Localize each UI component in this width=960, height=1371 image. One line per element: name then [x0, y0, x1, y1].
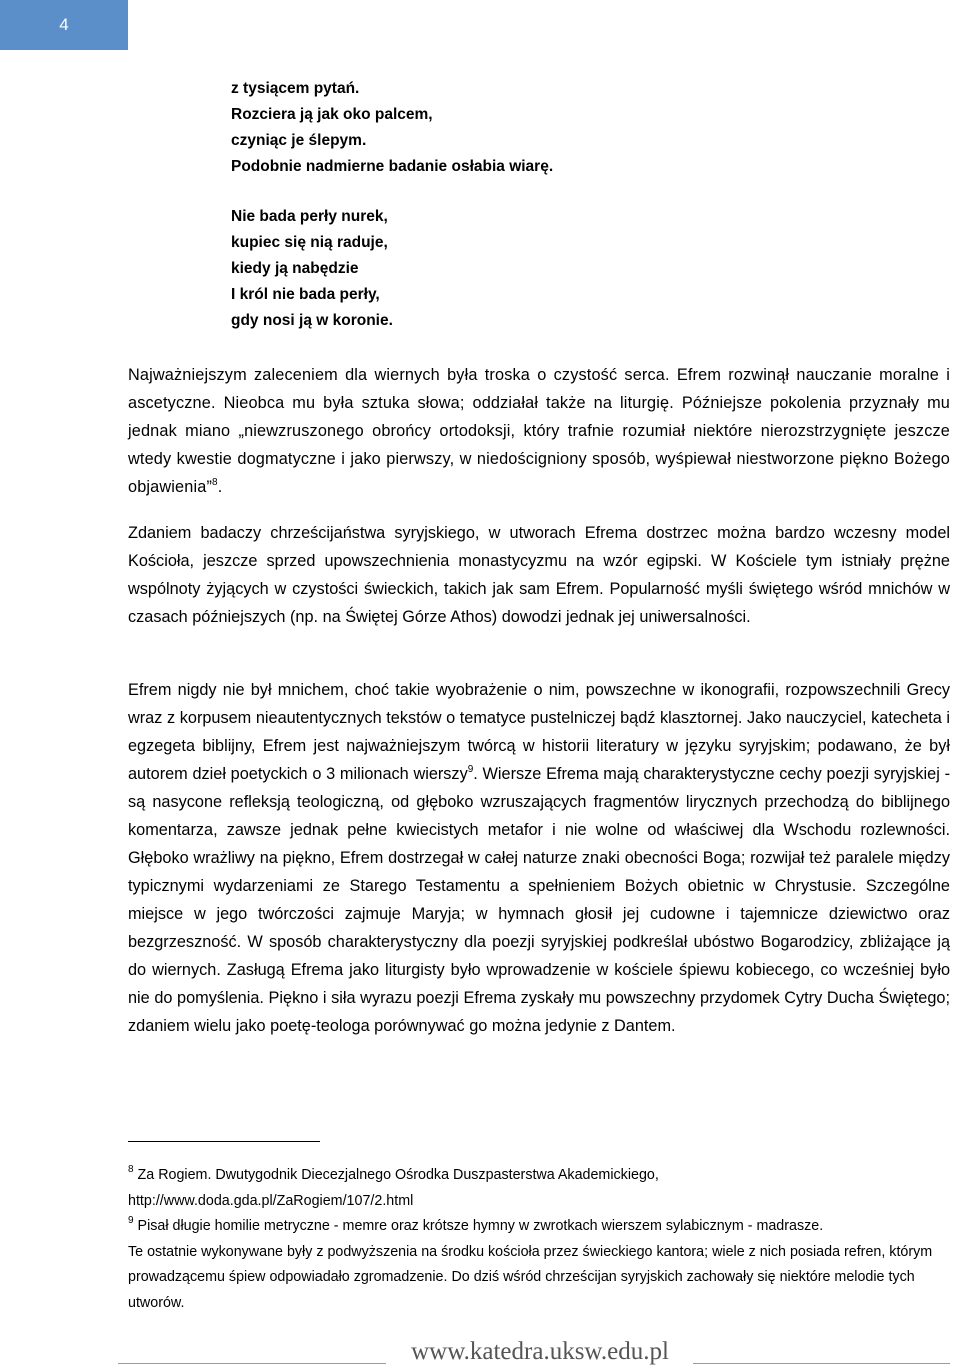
- paragraph-text: Efrem nigdy nie był mnichem, choć takie wyobrażenie o nim, powszechne w ikonografii, rozpowszechnili Grecy wraz z korpusem nieautentycznych tekstów o tematyce pustelniczej bądź klasztornej. Jako nauczyciel, katecheta i egzegeta biblijny, Efrem jest najważniejszym twórcą w historii literatury w języku syryjskim; podawano, że był autorem dzieł poetyckich o 3 milionach wierszy: [128, 681, 950, 783]
- footer-rule-left: [118, 1363, 386, 1364]
- verse-line: kupiec się nią raduje,: [231, 234, 388, 251]
- page-number: 4: [59, 15, 69, 34]
- footnote-text-continued: Te ostatnie wykonywane były z podwyższenia na środku kościoła przez świeckiego kantora; wiele z nich posiada refren, którym prowadzącemu śpiew odpowiadało zgromadzenie. Do dziś wśród chrześcijan syryjskich zachowały się niektóre melodie tych utworów.: [128, 1243, 933, 1311]
- footer-website[interactable]: www.katedra.uksw.edu.pl: [411, 1338, 669, 1365]
- footnote-text: Pisał długie homilie metryczne - memre oraz krótsze hymny w zwrotkach wierszem sylabicznym - madrasze.: [133, 1218, 824, 1234]
- footnote-link[interactable]: http://www.doda.gda.pl/ZaRogiem/107/2.html: [128, 1192, 414, 1209]
- paragraph-text: Najważniejszym zaleceniem dla wiernych była troska o czystość serca. Efrem rozwinął nauczanie moralne i ascetyczne. Nieobca mu była sztuka słowa; oddziałał także na liturgię. Późniejsze pokolenia przyznały mu jednak miano „niewzruszonego obrońcy ortodoksji, który trafnie rozumiał niektóre nierozstrzygnięte jeszcze wtedy kwestie dogmatyczne i jako pierwszy, w niedościgniony sposób, wyśpiewał niestworzone piękno Bożego objawienia”: [128, 366, 950, 496]
- footer-rule-right: [693, 1363, 950, 1364]
- verse-stanza-2: [231, 204, 393, 334]
- verse-line: Nie bada perły nurek,: [231, 208, 388, 225]
- footnote-number: 8: [128, 1164, 134, 1175]
- verse-line: Rozciera ją jak oko palcem,: [231, 106, 433, 123]
- verse-line: Podobnie nadmierne badanie osłabia wiarę.: [231, 158, 554, 175]
- verse-line: z tysiącem pytań.: [231, 80, 360, 97]
- paragraph-1: [128, 361, 950, 501]
- footnote-text: Za Rogiem. Dwutygodnik Diecezjalnego Ośrodka Duszpasterstwa Akademickiego,: [133, 1167, 659, 1183]
- footnotes: [128, 1163, 950, 1316]
- footnote-ref-9[interactable]: 9: [467, 764, 474, 775]
- footnote-ref-8[interactable]: 8: [212, 477, 218, 488]
- footnote-9: [128, 1214, 950, 1316]
- paragraph-3: [128, 676, 950, 1040]
- paragraph-text-end: . Wiersze Efrema mają charakterystyczne cechy poezji syryjskiej - są nasycone refleksją teologiczną, od głęboko wzruszających fragmentów lirycznych przechodzą do biblijnego komentarza, zawsze jednak pełne kwiecistych metafor i nie wolne od właściwej dla Wschodu rozlewności. Głęboko wrażliwy na piękno, Efrem dostrzegał w całej naturze znaki obecności Boga; rozwijał też paralele między typicznymi wydarzeniami ze Starego Testamentu a spełnieniem Bożych obietnic w Chrystusie. Szczególne miejsce w jego twórczości zajmuje Maryja; w hymnach głosił jej cudowne i tajemnicze dziewictwo oraz bezgrzeszność. W sposób charakterystyczny dla poezji syryjskiej podkreślał ubóstwo Bogarodzicy, zbliżające ją do wiernych. Zasługą Efrema jako liturgisty było wprowadzenie w kościele śpiewu kobiecego, co wcześniej było nie do pomyślenia. Piękno i siła wyrazu poezji Efrema zyskały mu powszechny przydomek Cytry Ducha Świętego; zdaniem wielu jako poetę-teologa porównywać go można jedynie z Dantem.: [128, 765, 950, 1035]
- verse-stanza-1: [231, 76, 553, 180]
- verse-line: I król nie bada perły,: [231, 286, 380, 303]
- paragraph-2: [128, 519, 950, 631]
- verse-line: gdy nosi ją w koronie.: [231, 312, 393, 329]
- page-number-tab: [0, 0, 128, 50]
- verse-line: czyniąc je ślepym.: [231, 132, 367, 149]
- footnote-8: [128, 1163, 950, 1214]
- verse-line: kiedy ją nabędzie: [231, 260, 359, 277]
- paragraph-text-end: .: [217, 478, 223, 496]
- paragraph-text: Zdaniem badaczy chrześcijaństwa syryjskiego, w utworach Efrema dostrzec można bardzo wczesny model Kościoła, jeszcze sprzed upowszechnienia monastycyzmu na wzór egipski. W Kościele tym istniały prężne wspólnoty żyjących w czystości świeckich, takich jak sam Efrem. Popularność myśli świętego wśród mnichów w czasach późniejszych (np. na Świętej Górze Athos) dowodzi jednak jej uniwersalności.: [128, 524, 950, 626]
- footnote-number: 9: [128, 1215, 134, 1226]
- footnote-separator: [128, 1141, 320, 1142]
